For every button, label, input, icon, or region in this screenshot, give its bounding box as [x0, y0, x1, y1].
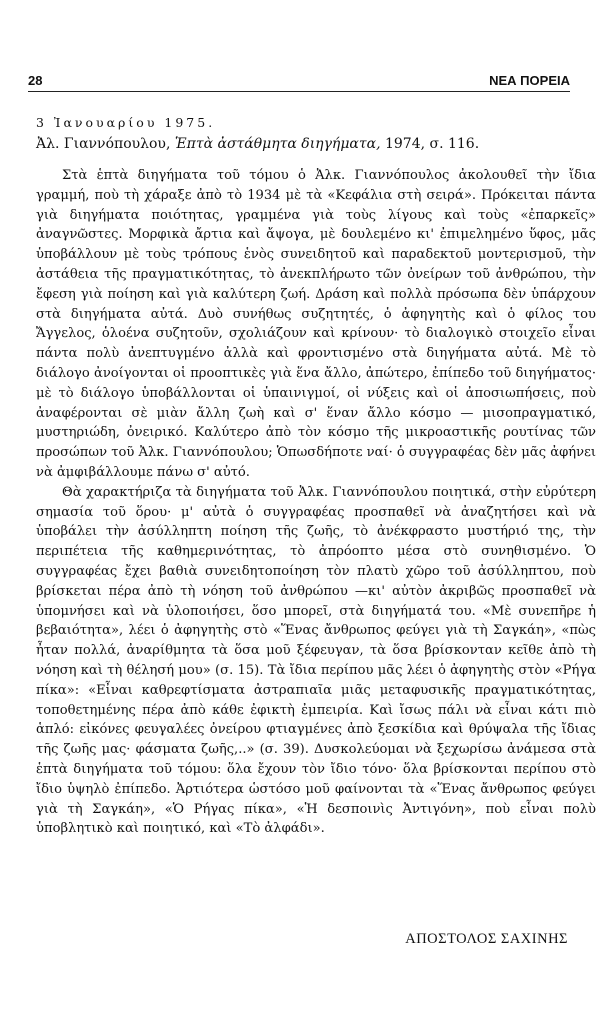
paragraph-2: Θὰ χαρακτήριζα τὰ διηγήματα τοῦ Ἀλκ. Γιαννόπουλου ποιητικά, στὴν εὐρύτερη σημασία τοῦ ὅρου· μ' αὐτὰ ὁ συγγραφέας προσπαθεῖ νὰ ἀναζητήσει καὶ νὰ ὑποβάλει τὴν ἀσύλληπτη ποίηση τῆς ζωῆς, τὸ ἀνέκφραστο μυστήριό της, τὴν περιπέτεια τῆς καθημερινότητας, τὸ ἀπρόοπτο μέσα στὸ συνηθισμένο. Ὁ συγγραφέας ἔχει βαθιὰ συνειδητοποίηση τὸν πλατὺ χῶρο τοῦ ἀσύλληπτου, ποὺ βρίσκεται πέρα ἀπὸ τὴ νόηση τοῦ ἀνθρώπου —κι' αὐτὸν ἀκριβῶς προσπαθεῖ νὰ ὑπομνήσει καὶ νὰ ὑλοποιήσει, ὅσο μπορεῖ, στὰ διηγήματά του. «Μὲ συνεπῆρε ἡ βεβαιότητα», λέει ὁ ἀφηγητὴς στὸ «Ἕνας ἄνθρωπος φεύγει γιὰ τὴ Σαγκάη», «πὼς ἦταν πολλά, ἀναρίθμητα τὰ ὅσα μοῦ ξέφευγαν, τὰ ὅσα βρίσκονταν κεῖθε ἀπὸ τὴ νόηση καὶ τὴ θέλησή μου» (σ. 15). Τὰ ἴδια περίπου μᾶς λέει ὁ ἀφηγητὴς στὸν «Ρήγα πίκα»: «Εἶναι καθρεφτίσματα ἀστραπιαῖα μιᾶς μεταφυσικῆς πραγματικότητας, τοποθετημένης πέρα ἀπὸ κάθε ἐφικτὴ ἐμπειρία. Καὶ ἴσως πάλι νὰ εἶναι κάτι πιὸ ἁπλό: εἰκόνες φευγαλέες ὀνείρου φτιαγμένες ἀπὸ ξεσκίδια καὶ θρύψαλα τῆς ἴδιας τῆς ζωῆς μας· φάσματα ζωῆς,..» (σ. 39). Δυσκολεύομαι νὰ ξεχωρίσω ἀνάμεσα στὰ ἑπτὰ διηγήματα τοῦ τόμου: ὅλα ἔχουν τὸν ἴδιο τόνο· ὅλα βρίσκονται περίπου στὸ ἴδιο ὑψηλὸ ἐπίπεδο. Ἀρτιότερα ὡστόσο μοῦ φαίνονται τὰ «Ἕνας ἄνθρωπος φεύγει γιὰ τὴ Σαγκάη», «Ὁ Ρήγας πίκα», «Ἡ δεσποινὶς Ἀντιγόνη», ποὺ εἶναι πολὺ ὑποβλητικὸ καὶ ποιητικό, καὶ «Τὸ ἀλφάδι».: [36, 484, 596, 837]
citation-author: Ἀλ. Γιαννόπουλου,: [36, 136, 171, 152]
header-rule: [28, 91, 570, 92]
citation-details: 1974, σ. 116.: [380, 136, 480, 152]
review-body: [36, 166, 596, 839]
book-citation: [36, 136, 479, 152]
author-signature: ΑΠΟΣΤΟΛΟΣ ΣΑΧΙΝΗΣ: [405, 931, 568, 947]
paragraph-1: Στὰ ἑπτὰ διηγήματα τοῦ τόμου ὁ Ἀλκ. Γιαννόπουλος ἀκολουθεῖ τὴν ἴδια γραμμή, ποὺ τὴ χάραξε ἀπὸ τὸ 1934 μὲ τὰ «Κεφάλια στὴ σειρά». Πρόκειται πάντα γιὰ διηγήματα ποιότητας, γραμμένα γιὰ τοὺς λίγους καὶ τοὺς «ἐπαρκεῖς» ἀναγνῶστες. Μορφικὰ ἄρτια καὶ ἄψογα, μὲ δουλεμένο κι' ἐπιμελημένο ὕφος, μᾶς ὑποβάλλουν μὲ τοὺς τρόπους ἑνὸς συνειδητοῦ καὶ παραδεκτοῦ μοντερισμοῦ, τὴν ἀστάθεια τῆς πραγματικότητας, τὸ ἀνεκπλήρωτο τῶν ὀνείρων τοῦ ἀνθρώπου, τὴν ἔφεση γιὰ ποίηση καὶ γιὰ καλύτερη ζωή. Δράση καὶ πολλὰ πρόσωπα δὲν ὑπάρχουν στὰ διηγήματα αὐτά. Δυὸ συνήθως συζητητές, ὁ ἀφηγητὴς καὶ ὁ φίλος του Ἄγγελος, ὁλοένα συζητοῦν, σχολιάζουν καὶ κρίνουν· τὸ διαλογικὸ στοιχεῖο εἶναι πάντα πολὺ ἀνεπτυγμένο ἀλλὰ καὶ φροντισμένο στὰ διηγήματα αὐτά. Μὲ τὸ διάλογο ἀνοίγονται οἱ προοπτικὲς γιὰ ἕνα ἄλλο, ἀπώτερο, ἐπίπεδο τοῦ διηγήματος· μὲ τὸ διάλογο ὑποβάλλονται οἱ ὑπαινιγμοί, οἱ νύξεις καὶ οἱ ἀποσιωπήσεις, ποὺ ἀναφέρονται σὲ μιὰν ἄλλη ζωὴ καὶ σ' ἕναν ἄλλο κόσμο — μισοπραγματικό, μυστηριώδη, ὀνειρικό. Καλύτερο ἀπὸ τὸν κόσμο τῆς μικροαστικῆς ρουτίνας τῶν προσώπων τοῦ Ἀλκ. Γιαννόπουλου; Ὁπωσδήποτε ναί· ὁ συγγραφέας δὲν μᾶς ἀφήνει νὰ ἀμφιβάλλουμε πάνω σ' αὐτό.: [36, 168, 596, 480]
journal-title: ΝΕΑ ΠΟΡΕΙΑ: [489, 73, 570, 88]
page-number: 28: [28, 73, 43, 88]
running-header: [28, 70, 570, 88]
citation-title: Ἑπτὰ ἀστάθμητα διηγήματα,: [174, 136, 381, 152]
review-date: 3 Ἰανουαρίου 1975.: [36, 115, 216, 130]
